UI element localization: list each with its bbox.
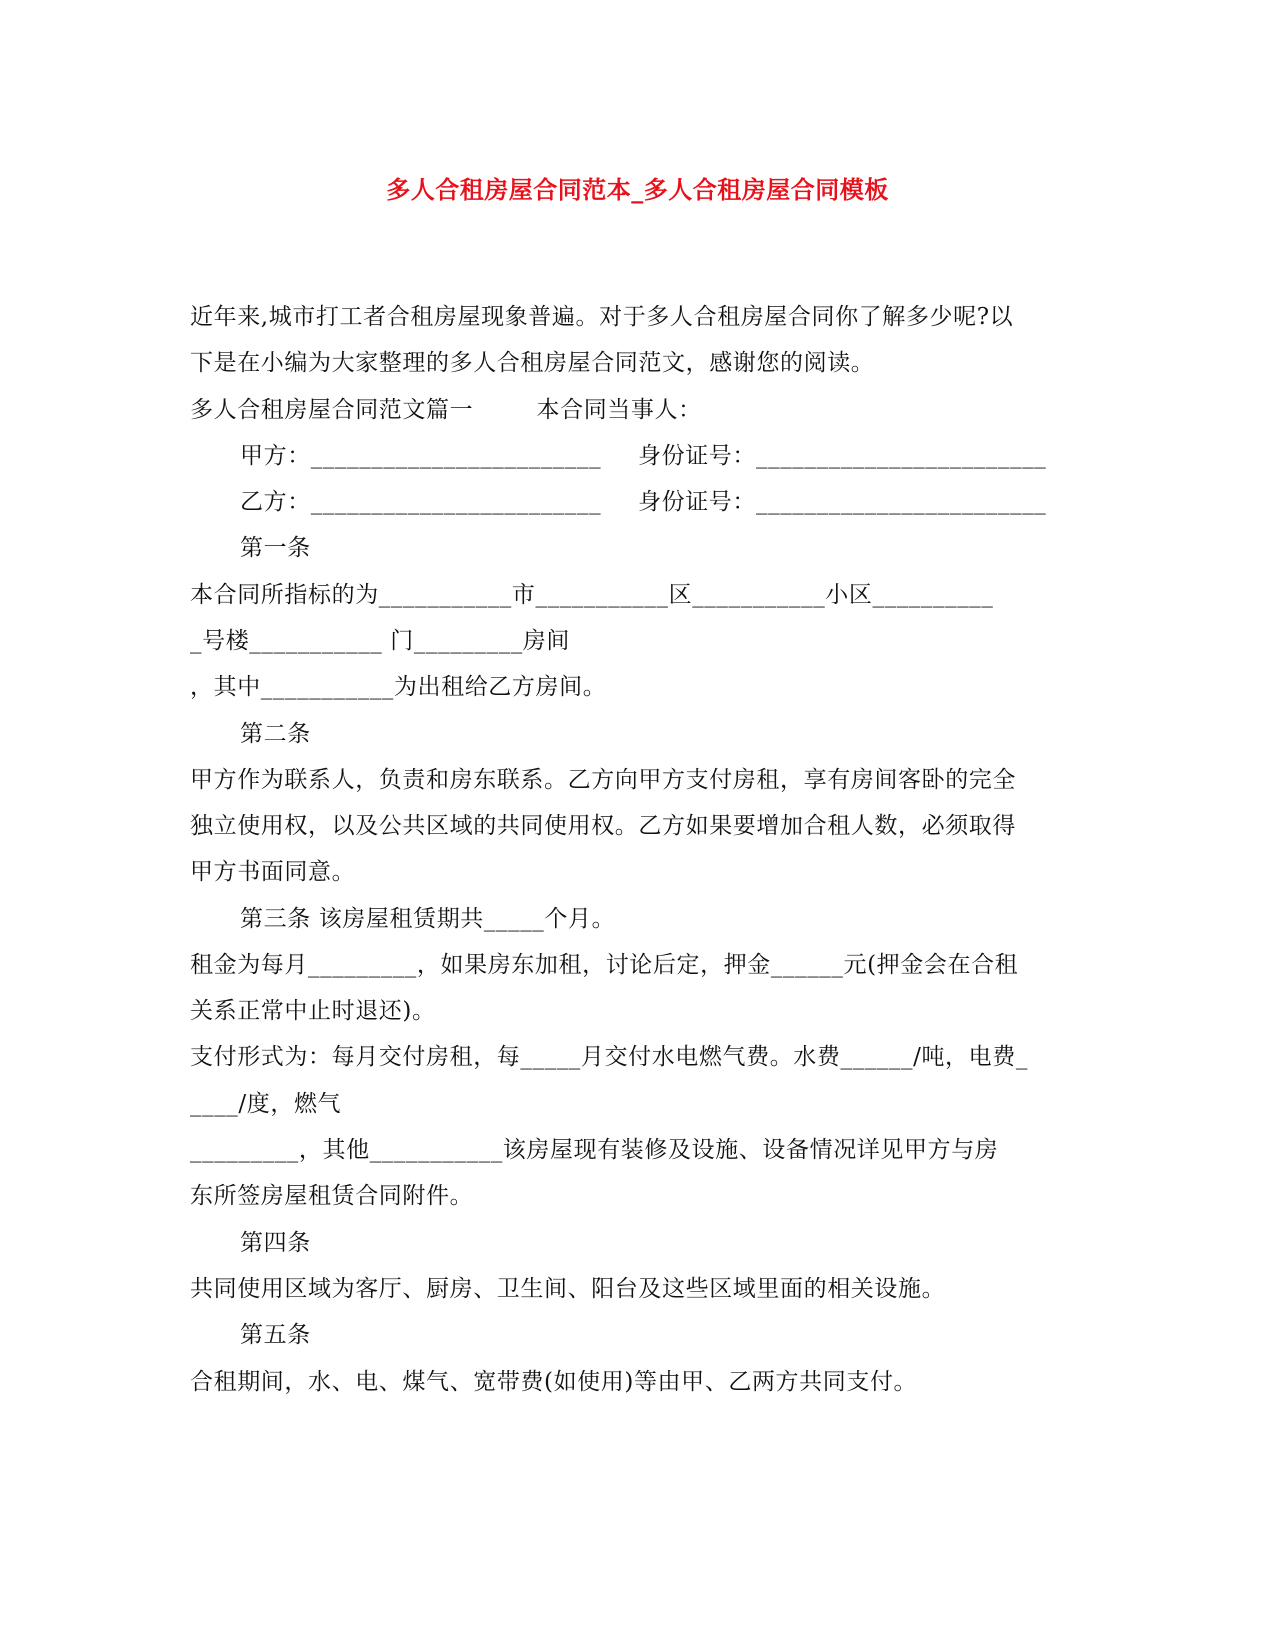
article-4-heading: 第四条	[240, 1230, 311, 1256]
article-3-line-1: 租金为每月_________，如果房东加租，讨论后定，押金______元(押金会在合租	[190, 952, 1019, 978]
article-3-heading: 第三条 该房屋租赁期共_____个月。	[240, 906, 616, 932]
article-4-line-1: 共同使用区域为客厅、厨房、卫生间、阳台及这些区域里面的相关设施。	[190, 1276, 946, 1302]
article-5-heading: 第五条	[240, 1322, 311, 1348]
party-b-id-field: 身份证号：________________________	[638, 489, 1047, 515]
article-3-line-3: 支付形式为：每月交付房租，每_____月交付水电燃气费。水费______/吨，电费_	[190, 1044, 1028, 1070]
article-2-line-3: 甲方书面同意。	[190, 859, 356, 885]
intro-line-2: 下是在小编为大家整理的多人合租房屋合同范文，感谢您的阅读。	[190, 350, 875, 376]
article-3-line-2: 关系正常中止时退还)。	[190, 998, 436, 1024]
article-5-line-1: 合租期间，水、电、煤气、宽带费(如使用)等由甲、乙两方共同支付。	[190, 1369, 918, 1395]
article-3-line-5: _________，其他___________该房屋现有装修及设施、设备情况详见甲方与房	[190, 1137, 999, 1163]
article-1-heading: 第一条	[240, 535, 311, 561]
party-a-id-field: 身份证号：________________________	[638, 443, 1047, 469]
party-a-field: 甲方：________________________	[240, 443, 602, 469]
document-title: 多人合租房屋合同范本_多人合租房屋合同模板	[386, 176, 889, 204]
article-1-line-3: ，其中___________为出租给乙方房间。	[190, 674, 607, 700]
article-2-line-2: 独立使用权，以及公共区域的共同使用权。乙方如果要增加合租人数，必须取得	[190, 813, 1016, 839]
section-heading: 多人合租房屋合同范文篇一 本合同当事人：	[190, 397, 702, 423]
intro-line-1: 近年来,城市打工者合租房屋现象普遍。对于多人合租房屋合同你了解多少呢?以	[190, 304, 1014, 330]
article-2-heading: 第二条	[240, 721, 311, 747]
article-1-line-1: 本合同所指标的为___________市___________区___________小区__________	[190, 582, 994, 608]
article-2-line-1: 甲方作为联系人，负责和房东联系。乙方向甲方支付房租，享有房间客卧的完全	[190, 767, 1016, 793]
article-3-line-6: 东所签房屋租赁合同附件。	[190, 1183, 474, 1209]
article-1-line-2: _号楼___________ 门_________房间	[190, 628, 571, 654]
article-3-line-4: ____/度，燃气	[190, 1091, 342, 1117]
party-b-field: 乙方：________________________	[240, 489, 602, 515]
